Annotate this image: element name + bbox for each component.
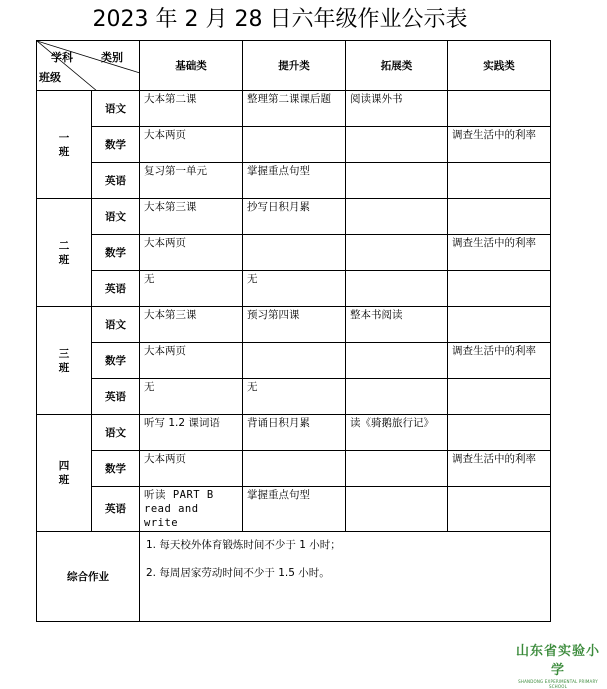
practice-task-cell	[448, 415, 551, 451]
header-practice: 实践类	[448, 41, 551, 91]
extend-task-cell	[346, 487, 448, 532]
extend-task-cell: 整本书阅读	[346, 307, 448, 343]
header-improve: 提升类	[243, 41, 346, 91]
school-logo-english: SHANDONG EXPERIMENTAL PRIMARY SCHOOL	[518, 679, 598, 689]
basic-task-cell: 大本第二课	[140, 91, 243, 127]
improve-task-cell: 无	[243, 271, 346, 307]
class-name-cell: 三 班	[37, 307, 92, 415]
subject-cell: 数学	[92, 343, 140, 379]
table-row	[37, 199, 551, 235]
summary-content	[140, 532, 551, 622]
subject-cell: 数学	[92, 127, 140, 163]
extend-task-cell: 读《骑鹅旅行记》	[346, 415, 448, 451]
extend-task-cell: 阅读课外书	[346, 91, 448, 127]
header-basic: 基础类	[140, 41, 243, 91]
improve-task-cell: 掌握重点句型	[243, 163, 346, 199]
improve-task-cell: 整理第二课课后题	[243, 91, 346, 127]
improve-task-cell: 抄写日积月累	[243, 199, 346, 235]
improve-task-cell: 掌握重点句型	[243, 487, 346, 532]
corner-category-label: 类别	[101, 51, 123, 64]
class-name-cell: 二 班	[37, 199, 92, 307]
basic-task-cell: 无	[140, 271, 243, 307]
practice-task-cell	[448, 271, 551, 307]
table-row	[37, 271, 551, 307]
class-name-cell: 一 班	[37, 91, 92, 199]
table-row	[37, 487, 551, 532]
table-row	[37, 91, 551, 127]
homework-table	[36, 40, 551, 622]
subject-cell: 数学	[92, 451, 140, 487]
page-title: 2023 年 2 月 28 日六年级作业公示表	[92, 7, 468, 32]
summary-label: 综合作业	[37, 532, 140, 622]
subject-cell: 英语	[92, 271, 140, 307]
subject-cell: 英语	[92, 163, 140, 199]
basic-task-cell: 大本两页	[140, 451, 243, 487]
practice-task-cell	[448, 199, 551, 235]
basic-task-cell: 复习第一单元	[140, 163, 243, 199]
basic-task-cell: 大本两页	[140, 235, 243, 271]
basic-task-cell: 听读 PART B read and write	[140, 487, 243, 532]
table-row	[37, 343, 551, 379]
header-row	[37, 41, 551, 91]
subject-cell: 英语	[92, 379, 140, 415]
school-logo-name: 山东省实验小学	[515, 644, 600, 678]
corner-subject-label: 学科	[51, 51, 73, 64]
practice-task-cell	[448, 487, 551, 532]
summary-line-1: 1. 每天校外体育锻炼时间不少于 1 小时；	[146, 539, 341, 551]
practice-task-cell: 调查生活中的利率	[448, 235, 551, 271]
improve-task-cell	[243, 127, 346, 163]
practice-task-cell	[448, 91, 551, 127]
basic-task-cell: 大本两页	[140, 343, 243, 379]
subject-cell: 数学	[92, 235, 140, 271]
class-name-cell: 四 班	[37, 415, 92, 532]
subject-cell: 英语	[92, 487, 140, 532]
subject-cell: 语文	[92, 199, 140, 235]
corner-class-label: 班级	[39, 71, 61, 84]
improve-task-cell	[243, 235, 346, 271]
extend-task-cell	[346, 163, 448, 199]
table-row	[37, 415, 551, 451]
school-logo	[513, 640, 603, 689]
extend-task-cell	[346, 235, 448, 271]
extend-task-cell	[346, 451, 448, 487]
extend-task-cell	[346, 379, 448, 415]
extend-task-cell	[346, 127, 448, 163]
basic-task-cell: 大本两页	[140, 127, 243, 163]
table-row	[37, 235, 551, 271]
practice-task-cell	[448, 307, 551, 343]
practice-task-cell: 调查生活中的利率	[448, 451, 551, 487]
improve-task-cell	[243, 451, 346, 487]
table-row	[37, 451, 551, 487]
summary-row	[37, 532, 551, 622]
header-extend: 拓展类	[346, 41, 448, 91]
table-row	[37, 307, 551, 343]
subject-cell: 语文	[92, 415, 140, 451]
extend-task-cell	[346, 271, 448, 307]
table-row	[37, 379, 551, 415]
practice-task-cell	[448, 379, 551, 415]
subject-cell: 语文	[92, 307, 140, 343]
basic-task-cell: 大本第三课	[140, 307, 243, 343]
improve-task-cell: 无	[243, 379, 346, 415]
extend-task-cell	[346, 343, 448, 379]
practice-task-cell: 调查生活中的利率	[448, 127, 551, 163]
improve-task-cell: 预习第四课	[243, 307, 346, 343]
improve-task-cell	[243, 343, 346, 379]
basic-task-cell: 听写 1.2 课词语	[140, 415, 243, 451]
practice-task-cell: 调查生活中的利率	[448, 343, 551, 379]
extend-task-cell	[346, 199, 448, 235]
basic-task-cell: 大本第三课	[140, 199, 243, 235]
improve-task-cell: 背诵日积月累	[243, 415, 346, 451]
table-row	[37, 127, 551, 163]
practice-task-cell	[448, 163, 551, 199]
summary-line-2: 2. 每周居家劳动时间不少于 1.5 小时。	[146, 567, 330, 579]
corner-header	[37, 41, 140, 91]
basic-task-cell: 无	[140, 379, 243, 415]
table-row	[37, 163, 551, 199]
subject-cell: 语文	[92, 91, 140, 127]
